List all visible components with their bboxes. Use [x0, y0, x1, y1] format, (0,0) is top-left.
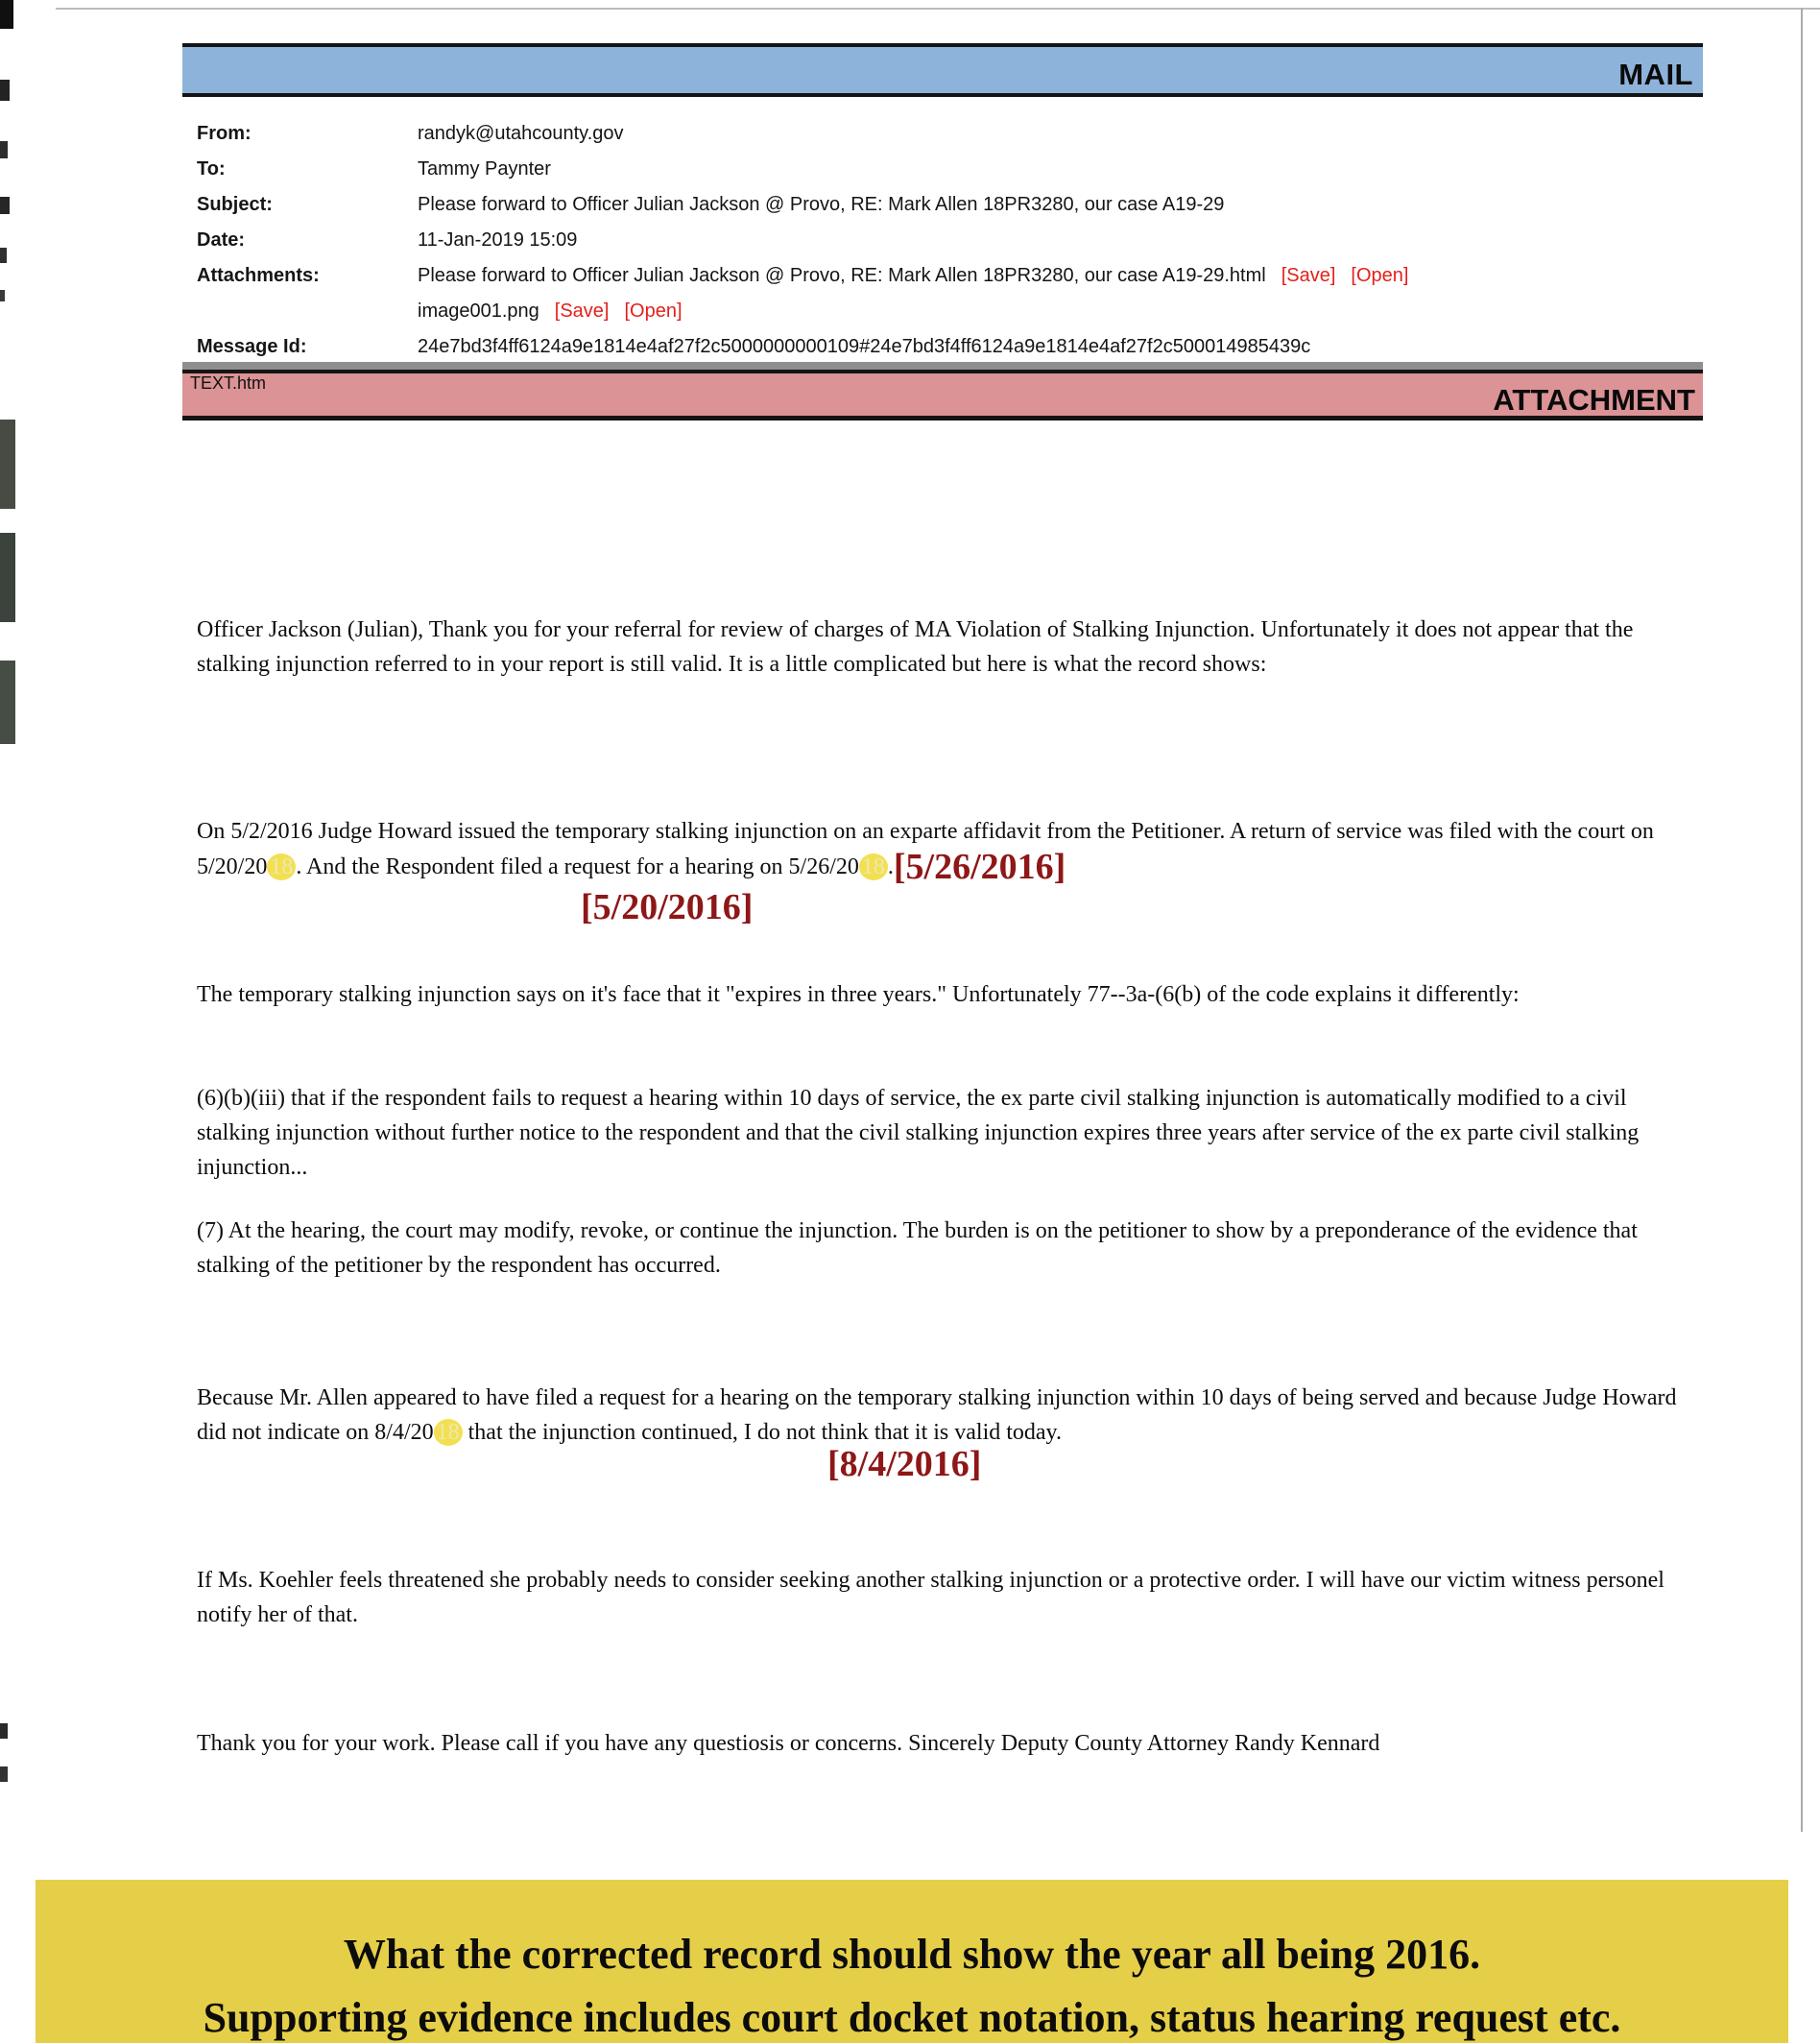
paragraph-text: Because Mr. Allen appeared to have filed a request for a hearing on the temporary stalking injunction within 10 days of being served and because Judge Howard did not indicate on 8/4/20	[197, 1385, 1677, 1445]
date-label: Date:	[197, 229, 246, 251]
correction-note-banner	[36, 1880, 1788, 2043]
attachment-file-name: image001.png	[418, 300, 539, 322]
background-fragment	[0, 141, 8, 158]
background-fragment	[0, 0, 13, 29]
background-fragment	[0, 1767, 8, 1782]
banner-line-1: What the corrected record should show the year all being 2016.	[343, 1931, 1481, 1978]
attachment-section-title: ATTACHMENT	[1493, 383, 1695, 417]
message-id-value: 24e7bd3f4ff6124a9e1814e4af27f2c5000000000109#24e7bd3f4ff6124a9e1814e4af27f2c500014985439c	[418, 336, 1311, 357]
date-value: 11-Jan-2019 15:09	[418, 229, 578, 251]
body-paragraph-expires: The temporary stalking injunction says on it's face that it "expires in three years." Unfortunately 77--3a-(6(b) of the code explains it differently:	[197, 982, 1520, 1007]
body-paragraph-conclusion	[197, 1381, 1694, 1484]
open-attachment-link[interactable]: [Open]	[624, 300, 682, 322]
header-row-message-id	[197, 336, 1310, 358]
attachment-section-bar	[182, 370, 1703, 421]
paragraph-text: .	[887, 854, 894, 879]
paragraph-text: On 5/2/2016 Judge Howard issued the temporary stalking injunction on an exparte affidavit from the Petitioner. A return of service was filed with the court on 5/20/20	[197, 819, 1654, 879]
body-paragraph-signature: Thank you for your work. Please call if you have any questiosis or concerns. Sincerely Deputy County Attorney Randy Kennard	[197, 1731, 1380, 1756]
page-right-border	[1801, 8, 1803, 1832]
header-row-attachment-1	[197, 265, 1408, 287]
attachment-file-name: Please forward to Officer Julian Jackson @ Provo, RE: Mark Allen 18PR3280, our case A19-29.html	[418, 265, 1266, 286]
background-fragment	[0, 661, 15, 744]
background-fragment	[0, 1723, 8, 1739]
subject-value: Please forward to Officer Julian Jackson @ Provo, RE: Mark Allen 18PR3280, our case A19-29	[418, 194, 1225, 215]
mail-section-title: MAIL	[1618, 58, 1693, 91]
message-id-label: Message Id:	[197, 336, 307, 357]
background-fragment	[0, 420, 15, 509]
attachment-file-tab: TEXT.htm	[190, 373, 267, 393]
background-fragment	[0, 248, 7, 263]
save-attachment-link[interactable]: [Save]	[554, 300, 610, 322]
highlighted-year: 18	[267, 853, 296, 880]
paragraph-text: that the injunction continued, I do not think that it is valid today.	[462, 1420, 1062, 1445]
body-paragraph-code-6biii: (6)(b)(iii) that if the respondent fails to request a hearing within 10 days of service, the ex parte civil stalking injunction is automatically modified to a civil stalking injunction without further notice to the respondent and that the civil stalking injunction expires three years after service of the ex parte civil stalking injunction...	[197, 1086, 1640, 1180]
header-row-attachment-2	[197, 300, 682, 323]
highlighted-year: 18	[859, 853, 888, 880]
open-attachment-link[interactable]: [Open]	[1351, 265, 1409, 286]
to-value: Tammy Paynter	[418, 158, 551, 180]
header-row-from	[197, 123, 624, 145]
save-attachment-link[interactable]: [Save]	[1281, 265, 1336, 286]
mail-section-bar	[182, 43, 1703, 97]
body-paragraph-koehler: If Ms. Koehler feels threatened she probably needs to consider seeking another stalking injunction or a protective order. I will have our victim witness personel notify her of that.	[197, 1568, 1664, 1627]
to-label: To:	[197, 158, 226, 180]
attachments-label: Attachments:	[197, 265, 320, 286]
highlighted-year: 18	[434, 1419, 463, 1446]
header-row-subject	[197, 194, 1224, 216]
page-top-border	[56, 8, 1820, 10]
background-fragment	[0, 80, 10, 101]
background-fragment	[0, 533, 15, 622]
from-label: From:	[197, 123, 251, 144]
background-fragment	[0, 197, 10, 214]
date-correction-annotation: [8/4/2016]	[827, 1444, 982, 1484]
body-paragraph-greeting: Officer Jackson (Julian), Thank you for your referral for review of charges of MA Violation of Stalking Injunction. Unfortunately it does not appear that the stalking injunction referred to in your report is still valid. It is a little complicated but here is what the record shows:	[197, 617, 1634, 677]
background-fragment	[0, 290, 5, 301]
banner-line-2: Supporting evidence includes court docket notation, status hearing request etc.	[203, 1994, 1621, 2041]
paragraph-text: . And the Respondent filed a request for a hearing on 5/26/20	[296, 854, 859, 879]
from-value: randyk@utahcounty.gov	[418, 123, 624, 144]
header-row-date	[197, 229, 577, 252]
body-paragraph-code-7: (7) At the hearing, the court may modify, revoke, or continue the injunction. The burden is on the petitioner to show by a preponderance of the evidence that stalking of the petitioner by the respondent has occurred.	[197, 1218, 1638, 1278]
subject-label: Subject:	[197, 194, 273, 215]
body-paragraph-dates	[197, 814, 1694, 927]
date-correction-annotation: [5/26/2016]	[893, 847, 1066, 887]
date-correction-annotation: [5/20/2016]	[581, 887, 754, 927]
header-row-to	[197, 158, 551, 180]
